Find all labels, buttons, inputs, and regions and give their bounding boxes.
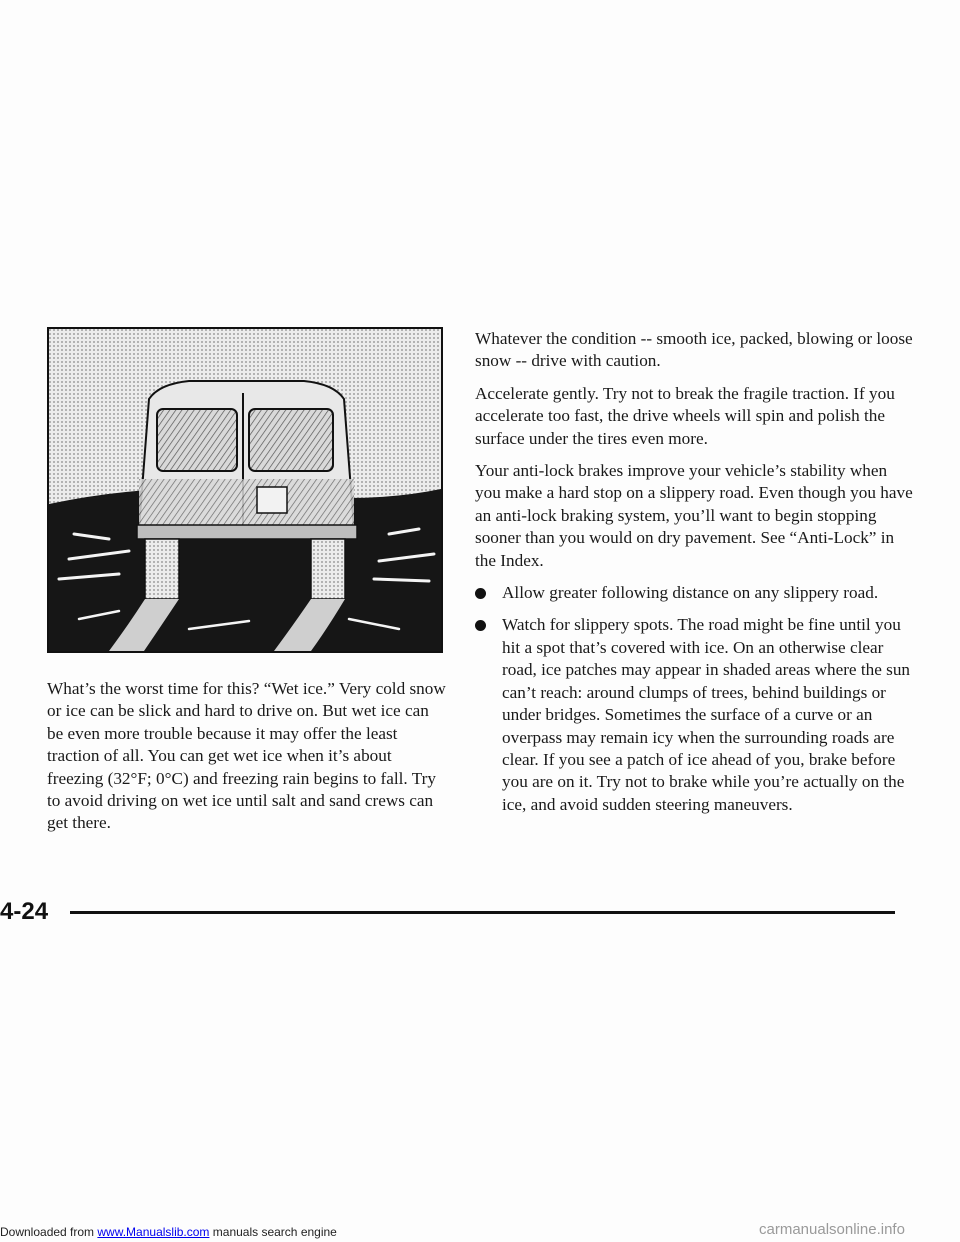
license-plate — [257, 487, 287, 513]
footer-suffix: manuals search engine — [209, 1225, 337, 1239]
van-window-left — [157, 409, 237, 471]
list-item — [475, 614, 915, 816]
caution-paragraph: Whatever the condition -- smooth ice, packed, blowing or loose snow -- drive with caution. — [475, 329, 913, 371]
list-item — [475, 582, 915, 604]
van-on-wet-ice-illustration — [47, 327, 443, 653]
right-rear-tire — [311, 539, 345, 599]
right-column — [475, 328, 915, 826]
page-divider — [70, 911, 895, 914]
tips-list — [475, 582, 915, 816]
van-drawing — [49, 329, 441, 651]
manualslib-link[interactable]: www.Manualslib.com — [97, 1225, 210, 1239]
rear-bumper — [137, 525, 357, 539]
accelerate-paragraph: Accelerate gently. Try not to break the fragile traction. If you accelerate too fast, the drive wheels will spin and polish the surface under the tires even more. — [475, 383, 895, 448]
page-number: 4-24 — [0, 898, 49, 925]
footer-prefix: Downloaded from — [0, 1225, 98, 1239]
van-lower-panel — [139, 479, 354, 529]
bullet-icon — [475, 620, 486, 631]
left-column — [47, 678, 447, 845]
slippery-spots-tip: Watch for slippery spots. The road might be fine until you hit a spot that’s covered with ice. On an otherwise clear road, ice patches may appear in shaded areas where the sun can’t reach: around clumps of trees, behind buildings or under bridges. Sometimes the surface of a curve or an overpass may remain icy when the surrounding roads are clear. If you see a patch of ice ahead of you, brake before you are on it. Try not to brake while you’re actually on the ice, and avoid sudden steering maneuvers. — [502, 615, 911, 814]
anti-lock-paragraph: Your anti-lock brakes improve your vehicle’s stability when you make a hard stop on a slippery road. Even though you have an anti-lock braking system, you’ll want to begin stopping sooner than you would on dry pavement. See “Anti-Lock” in the Index. — [475, 461, 913, 570]
left-rear-tire — [145, 539, 179, 599]
download-source-footer — [0, 1225, 337, 1239]
van-window-right — [249, 409, 333, 471]
watermark-text: carmanualsonline.info — [759, 1221, 905, 1238]
wet-ice-paragraph: What’s the worst time for this? “Wet ice.” Very cold snow or ice can be slick and hard to drive on. But wet ice can be even more trouble because it may offer the least traction of all. You can get wet ice when it’s about freezing (32°F; 0°C) and freezing rain begins to fall. Try to avoid driving on wet ice until salt and sand crews can get there. — [47, 679, 446, 833]
bullet-icon — [475, 588, 486, 599]
following-distance-tip: Allow greater following distance on any slippery road. — [502, 583, 879, 603]
